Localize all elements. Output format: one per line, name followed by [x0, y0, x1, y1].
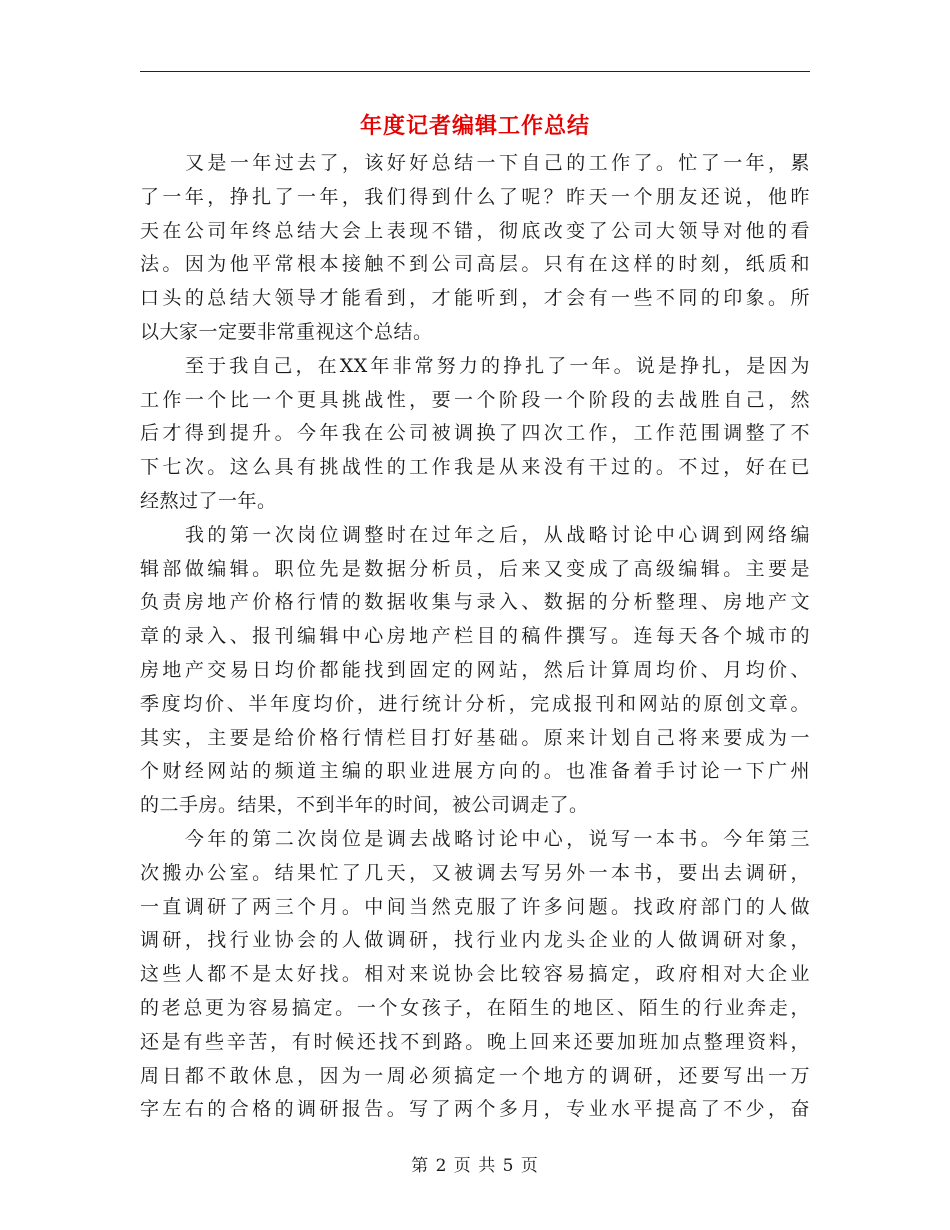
paragraph-line: 次搬办公室。结果忙了几天，又被调去写另外一本书，要出去调研，	[140, 861, 810, 884]
paragraph-line: 的老总更为容易搞定。一个女孩子，在陌生的地区、陌生的行业奔走，	[140, 996, 810, 1019]
paragraph-line: 章的录入、报刊编辑中心房地产栏目的稿件撰写。连每天各个城市的	[140, 625, 810, 648]
paragraph-line: 以大家一定要非常重视这个总结。	[140, 320, 433, 343]
paragraph-line: 周日都不敢休息，因为一周必须搞定一个地方的调研，还要写出一万	[140, 1064, 810, 1087]
paragraph-line: 字左右的合格的调研报告。写了两个多月，专业水平提高了不少，奋	[140, 1098, 810, 1121]
paragraph-line: 天在公司年终总结大会上表现不错，彻底改变了公司大领导对他的看	[140, 219, 810, 242]
paragraph-line: 口头的总结大领导才能看到，才能听到，才会有一些不同的印象。所	[140, 287, 810, 310]
paragraph-line: 负责房地产价格行情的数据收集与录入、数据的分析整理、房地产文	[140, 591, 810, 614]
paragraph-line: 后才得到提升。今年我在公司被调换了四次工作，工作范围调整了不	[140, 422, 810, 445]
paragraph-line: 个财经网站的频道主编的职业进展方向的。也准备着手讨论一下广州	[140, 760, 810, 783]
paragraph-line: 工作一个比一个更具挑战性，要一个阶段一个阶段的去战胜自己，然	[140, 388, 810, 411]
header-rule	[140, 71, 810, 72]
paragraph-line: 一直调研了两三个月。中间当然克服了许多问题。找政府部门的人做	[140, 895, 810, 918]
paragraph-line: 经熬过了一年。	[140, 489, 277, 512]
paragraph-line: 这些人都不是太好找。相对来说协会比较容易搞定，政府相对大企业	[140, 963, 810, 986]
paragraph-line: 还是有些辛苦，有时候还找不到路。晚上回来还要加班加点整理资料，	[140, 1030, 810, 1053]
paragraph-line: 季度均价、半年度均价，进行统计分析，完成报刊和网站的原创文章。	[140, 692, 810, 715]
paragraph-first-line: 今年的第二次岗位是调去战略讨论中心，说写一本书。今年第三	[185, 827, 810, 850]
paragraph-line: 房地产交易日均价都能找到固定的网站，然后计算周均价、月均价、	[140, 658, 810, 681]
document-body	[140, 147, 810, 1127]
paragraph-line: 下七次。这么具有挑战性的工作我是从来没有干过的。不过，好在已	[140, 456, 810, 479]
paragraph-first-line: 我的第一次岗位调整时在过年之后，从战略讨论中心调到网络编	[185, 523, 810, 546]
page-footer: 第 2 页 共 5 页	[411, 1156, 539, 1176]
document-title: 年度记者编辑工作总结	[359, 113, 590, 139]
paragraph-line: 辑部做编辑。职位先是数据分析员，后来又变成了高级编辑。主要是	[140, 557, 810, 580]
paragraph-line: 调研，找行业协会的人做调研，找行业内龙头企业的人做调研对象，	[140, 929, 810, 952]
paragraph-line: 了一年，挣扎了一年，我们得到什么了呢？昨天一个朋友还说，他昨	[140, 185, 810, 208]
paragraph-line: 的二手房。结果，不到半年的时间，被公司调走了。	[140, 794, 589, 817]
paragraph-first-line: 至于我自己，在XX年非常努力的挣扎了一年。说是挣扎，是因为	[185, 354, 810, 377]
paragraph-line: 法。因为他平常根本接触不到公司高层。只有在这样的时刻，纸质和	[140, 253, 810, 276]
paragraph-line: 其实，主要是给价格行情栏目打好基础。原来计划自己将来要成为一	[140, 726, 810, 749]
paragraph-first-line: 又是一年过去了，该好好总结一下自己的工作了。忙了一年，累	[185, 152, 810, 174]
